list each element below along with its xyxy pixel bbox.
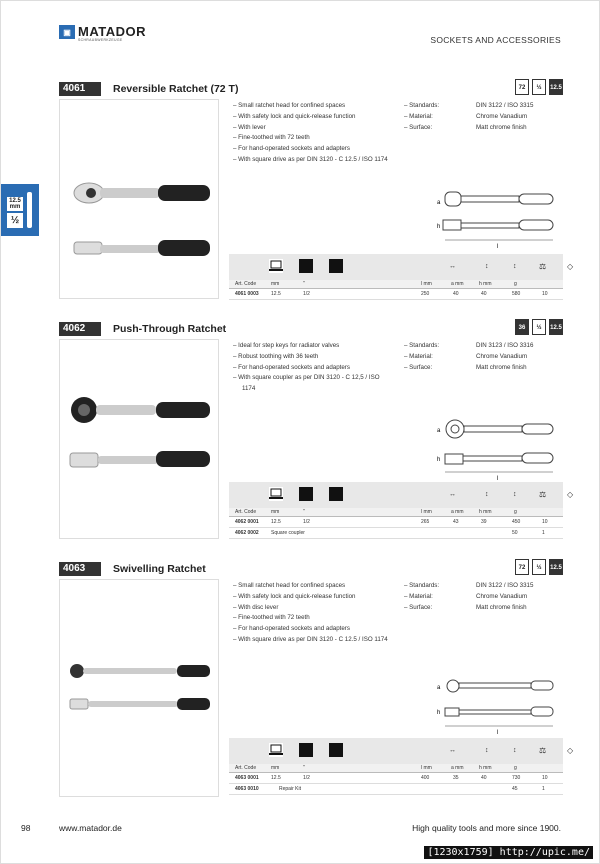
col-a: a mm xyxy=(451,509,464,515)
article-table xyxy=(229,738,574,795)
article-table xyxy=(229,482,574,539)
cell-code: 4061 0003 xyxy=(235,291,259,297)
cell-mm: 12.5 xyxy=(271,291,281,297)
cell-length: 250 xyxy=(421,291,430,297)
article-table xyxy=(229,254,574,300)
spec-row: – Surface: Matt chrome finish xyxy=(404,123,527,131)
drive-badge-icon: ½ xyxy=(532,79,546,95)
cell-pack: 10 xyxy=(542,291,548,297)
product-photo xyxy=(59,339,219,539)
table-icon-header xyxy=(229,254,574,280)
cell-code: 4063 0010 xyxy=(235,786,259,792)
laptop-icon xyxy=(269,487,283,501)
spec-row: – Material: Chrome Vanadium xyxy=(404,112,528,120)
feature-item: – For hand-operated sockets and adapters xyxy=(233,363,350,371)
dimension-diagram xyxy=(433,182,563,252)
a-height-icon: ↕ xyxy=(485,263,489,270)
svg-text:h: h xyxy=(437,710,441,716)
cell-inch: 1/2 xyxy=(303,291,310,297)
table-header-row xyxy=(229,508,563,517)
weight-icon: ⚖ xyxy=(539,490,547,499)
feature-item: – Fine-toothed with 72 teeth xyxy=(233,614,310,622)
feature-item: – With safety lock and quick-release function xyxy=(233,592,356,600)
feature-item: – With disc lever xyxy=(233,603,279,611)
article-number: 4062 xyxy=(59,322,101,336)
table-row xyxy=(229,773,563,784)
tab-size-label: 12.5 mm xyxy=(7,197,23,211)
product-photo xyxy=(59,579,219,797)
col-art-code: Art. Code xyxy=(235,281,257,287)
ratchet-image xyxy=(60,340,218,538)
weight-icon: ⚖ xyxy=(539,262,547,271)
svg-text:a: a xyxy=(437,685,441,691)
watermark: [1230x1759] http://upic.me/ xyxy=(424,846,593,859)
svg-text:h: h xyxy=(437,224,441,230)
col-art-code: Art. Code xyxy=(235,509,257,515)
size-badge-icon: 12.5 mm xyxy=(549,79,563,95)
package-icon: ◇ xyxy=(567,746,574,755)
package-icon: ◇ xyxy=(567,490,574,499)
cell-a: 40 xyxy=(453,291,459,297)
section-4062 xyxy=(59,322,574,542)
square-drive-icon xyxy=(299,259,313,273)
table-row xyxy=(229,528,563,539)
cell-weight: 450 xyxy=(512,519,521,525)
laptop-icon xyxy=(269,259,283,273)
col-a: a mm xyxy=(451,765,464,771)
size-badge-icon: 12.5 mm xyxy=(549,559,563,575)
square-inch-icon xyxy=(329,743,343,757)
table-row xyxy=(229,289,563,300)
feature-item: – Small ratchet head for confined spaces xyxy=(233,582,346,589)
spec-row: – Material: Chrome Vanadium xyxy=(404,592,528,600)
col-a: a mm xyxy=(451,281,464,287)
spec-list xyxy=(404,101,564,133)
section-title: Swivelling Ratchet xyxy=(113,563,206,575)
badge-group xyxy=(515,559,563,587)
spec-list xyxy=(404,341,564,373)
feature-item: – Small ratchet head for confined spaces xyxy=(233,102,346,109)
cell-length: 265 xyxy=(421,519,430,525)
feature-item: – Robust toothing with 36 teeth xyxy=(233,352,319,360)
cell-inch: 1/2 xyxy=(303,775,310,781)
cell-pack: 10 xyxy=(542,519,548,525)
badge-group xyxy=(515,79,563,107)
col-inch: " xyxy=(303,509,305,515)
dimension-diagram xyxy=(433,414,563,484)
cell-a: 43 xyxy=(453,519,459,525)
col-art-code: Art. Code xyxy=(235,765,257,771)
col-length: l mm xyxy=(421,509,432,515)
col-inch: " xyxy=(303,281,305,287)
spec-row: – Material: Chrome Vanadium xyxy=(404,352,528,360)
col-length: l mm xyxy=(421,765,432,771)
feature-item: – With lever xyxy=(233,123,266,131)
col-weight: g xyxy=(514,281,517,287)
feature-item: – For hand-operated sockets and adapters xyxy=(233,625,350,633)
feature-item: – With safety lock and quick-release function xyxy=(233,112,356,120)
spec-row: – Standards: DIN 3123 / ISO 3316 xyxy=(404,342,534,349)
svg-text:l: l xyxy=(497,244,499,250)
cell-h: 40 xyxy=(481,291,487,297)
table-icon-header xyxy=(229,738,574,764)
feature-item: – With square drive as per DIN 3120 - C 12.5 / ISO 1174 xyxy=(233,635,388,643)
feature-item: – For hand-operated sockets and adapters xyxy=(233,145,350,153)
cell-code: 4062 0002 xyxy=(235,530,259,536)
ratchet-image xyxy=(60,580,218,796)
spec-row: – Surface: Matt chrome finish xyxy=(404,363,527,371)
teeth-badge-icon: 36 xyxy=(515,319,529,335)
cell-mm: 12.5 xyxy=(271,775,281,781)
spec-row: – Surface: Matt chrome finish xyxy=(404,603,527,611)
feature-item: – Ideal for step keys for radiator valves xyxy=(233,342,340,349)
length-icon: ↔ xyxy=(449,491,456,498)
tab-fraction: ½ xyxy=(7,213,23,228)
length-icon: ↔ xyxy=(449,263,456,270)
cell-mm: Square coupler xyxy=(271,530,305,536)
category-title: SOCKETS AND ACCESSORIES xyxy=(430,35,561,45)
laptop-icon xyxy=(269,743,283,757)
col-h: h mm xyxy=(479,765,492,771)
brand-subtitle: SCHRAUBWERKZEUGE xyxy=(78,38,123,42)
svg-text:a: a xyxy=(437,428,441,434)
section-4061 xyxy=(59,82,574,302)
feature-list xyxy=(233,581,393,646)
cell-weight: 50 xyxy=(512,530,518,536)
table-row xyxy=(229,517,563,528)
section-title: Push-Through Ratchet xyxy=(113,323,227,335)
matador-logo xyxy=(59,24,147,42)
h-height-icon: ↕ xyxy=(513,491,517,498)
spec-row: – Standards: DIN 3122 / ISO 3315 xyxy=(404,102,534,109)
cell-mm: 12.5 xyxy=(271,519,281,525)
drive-badge-icon: ½ xyxy=(532,319,546,335)
ratchet-image xyxy=(60,100,218,298)
table-row xyxy=(229,784,563,795)
article-number: 4063 xyxy=(59,562,101,576)
h-height-icon: ↕ xyxy=(513,263,517,270)
cell-h: 39 xyxy=(481,519,487,525)
cell-mm: Repair Kit xyxy=(279,786,301,792)
badge-group xyxy=(515,319,563,347)
size-badge-icon: 12.5 mm xyxy=(549,319,563,335)
col-inch: " xyxy=(303,765,305,771)
table-header-row xyxy=(229,764,563,773)
svg-text:h: h xyxy=(437,457,441,463)
col-mm: mm xyxy=(271,281,280,287)
svg-text:a: a xyxy=(437,200,441,206)
cell-length: 400 xyxy=(421,775,430,781)
package-icon: ◇ xyxy=(567,262,574,271)
square-inch-icon xyxy=(329,259,343,273)
cell-pack: 1 xyxy=(542,530,545,536)
cell-a: 35 xyxy=(453,775,459,781)
feature-item: – Fine-toothed with 72 teeth xyxy=(233,134,310,142)
col-h: h mm xyxy=(479,509,492,515)
feature-item: – With square coupler as per DIN 3120 - C 12,5 / ISO 1174 xyxy=(233,374,380,393)
length-icon: ↔ xyxy=(449,747,456,754)
drive-badge-icon: ½ xyxy=(532,559,546,575)
svg-text:l: l xyxy=(497,730,499,736)
col-h: h mm xyxy=(479,281,492,287)
teeth-badge-icon: 72 xyxy=(515,559,529,575)
spec-list xyxy=(404,581,564,613)
col-weight: g xyxy=(514,509,517,515)
cell-code: 4062 0001 xyxy=(235,519,259,525)
feature-list xyxy=(233,101,393,166)
section-4063 xyxy=(59,562,574,802)
cell-h: 40 xyxy=(481,775,487,781)
cell-inch: 1/2 xyxy=(303,519,310,525)
teeth-badge-icon: 72 xyxy=(515,79,529,95)
cell-pack: 1 xyxy=(542,786,545,792)
section-title: Reversible Ratchet (72 T) xyxy=(113,83,239,95)
col-weight: g xyxy=(514,765,517,771)
feature-list xyxy=(233,341,393,395)
a-height-icon: ↕ xyxy=(485,491,489,498)
cell-code: 4063 0001 xyxy=(235,775,259,781)
cell-weight: 730 xyxy=(512,775,521,781)
table-header-row xyxy=(229,280,563,289)
footer-tagline: High quality tools and more since 1900. xyxy=(412,823,561,833)
square-drive-icon xyxy=(299,743,313,757)
page-number: 98 xyxy=(21,823,31,833)
a-height-icon: ↕ xyxy=(485,747,489,754)
logo-mark-icon: ▣ xyxy=(59,25,75,39)
h-height-icon: ↕ xyxy=(513,747,517,754)
brand-name: MATADOR xyxy=(78,24,147,39)
spec-row: – Standards: DIN 3122 / ISO 3315 xyxy=(404,582,534,589)
svg-text:l: l xyxy=(497,476,499,482)
cell-weight: 580 xyxy=(512,291,521,297)
table-icon-header xyxy=(229,482,574,508)
col-mm: mm xyxy=(271,765,280,771)
feature-item: – With square drive as per DIN 3120 - C 12.5 / ISO 1174 xyxy=(233,155,388,163)
size-tab xyxy=(1,184,39,236)
col-mm: mm xyxy=(271,509,280,515)
square-inch-icon xyxy=(329,487,343,501)
weight-icon: ⚖ xyxy=(539,746,547,755)
col-length: l mm xyxy=(421,281,432,287)
dimension-diagram xyxy=(433,670,563,736)
tab-tool-icon xyxy=(27,192,32,228)
square-drive-icon xyxy=(299,487,313,501)
cell-pack: 10 xyxy=(542,775,548,781)
article-number: 4061 xyxy=(59,82,101,96)
product-photo xyxy=(59,99,219,299)
footer-url: www.matador.de xyxy=(59,823,122,833)
cell-weight: 45 xyxy=(512,786,518,792)
